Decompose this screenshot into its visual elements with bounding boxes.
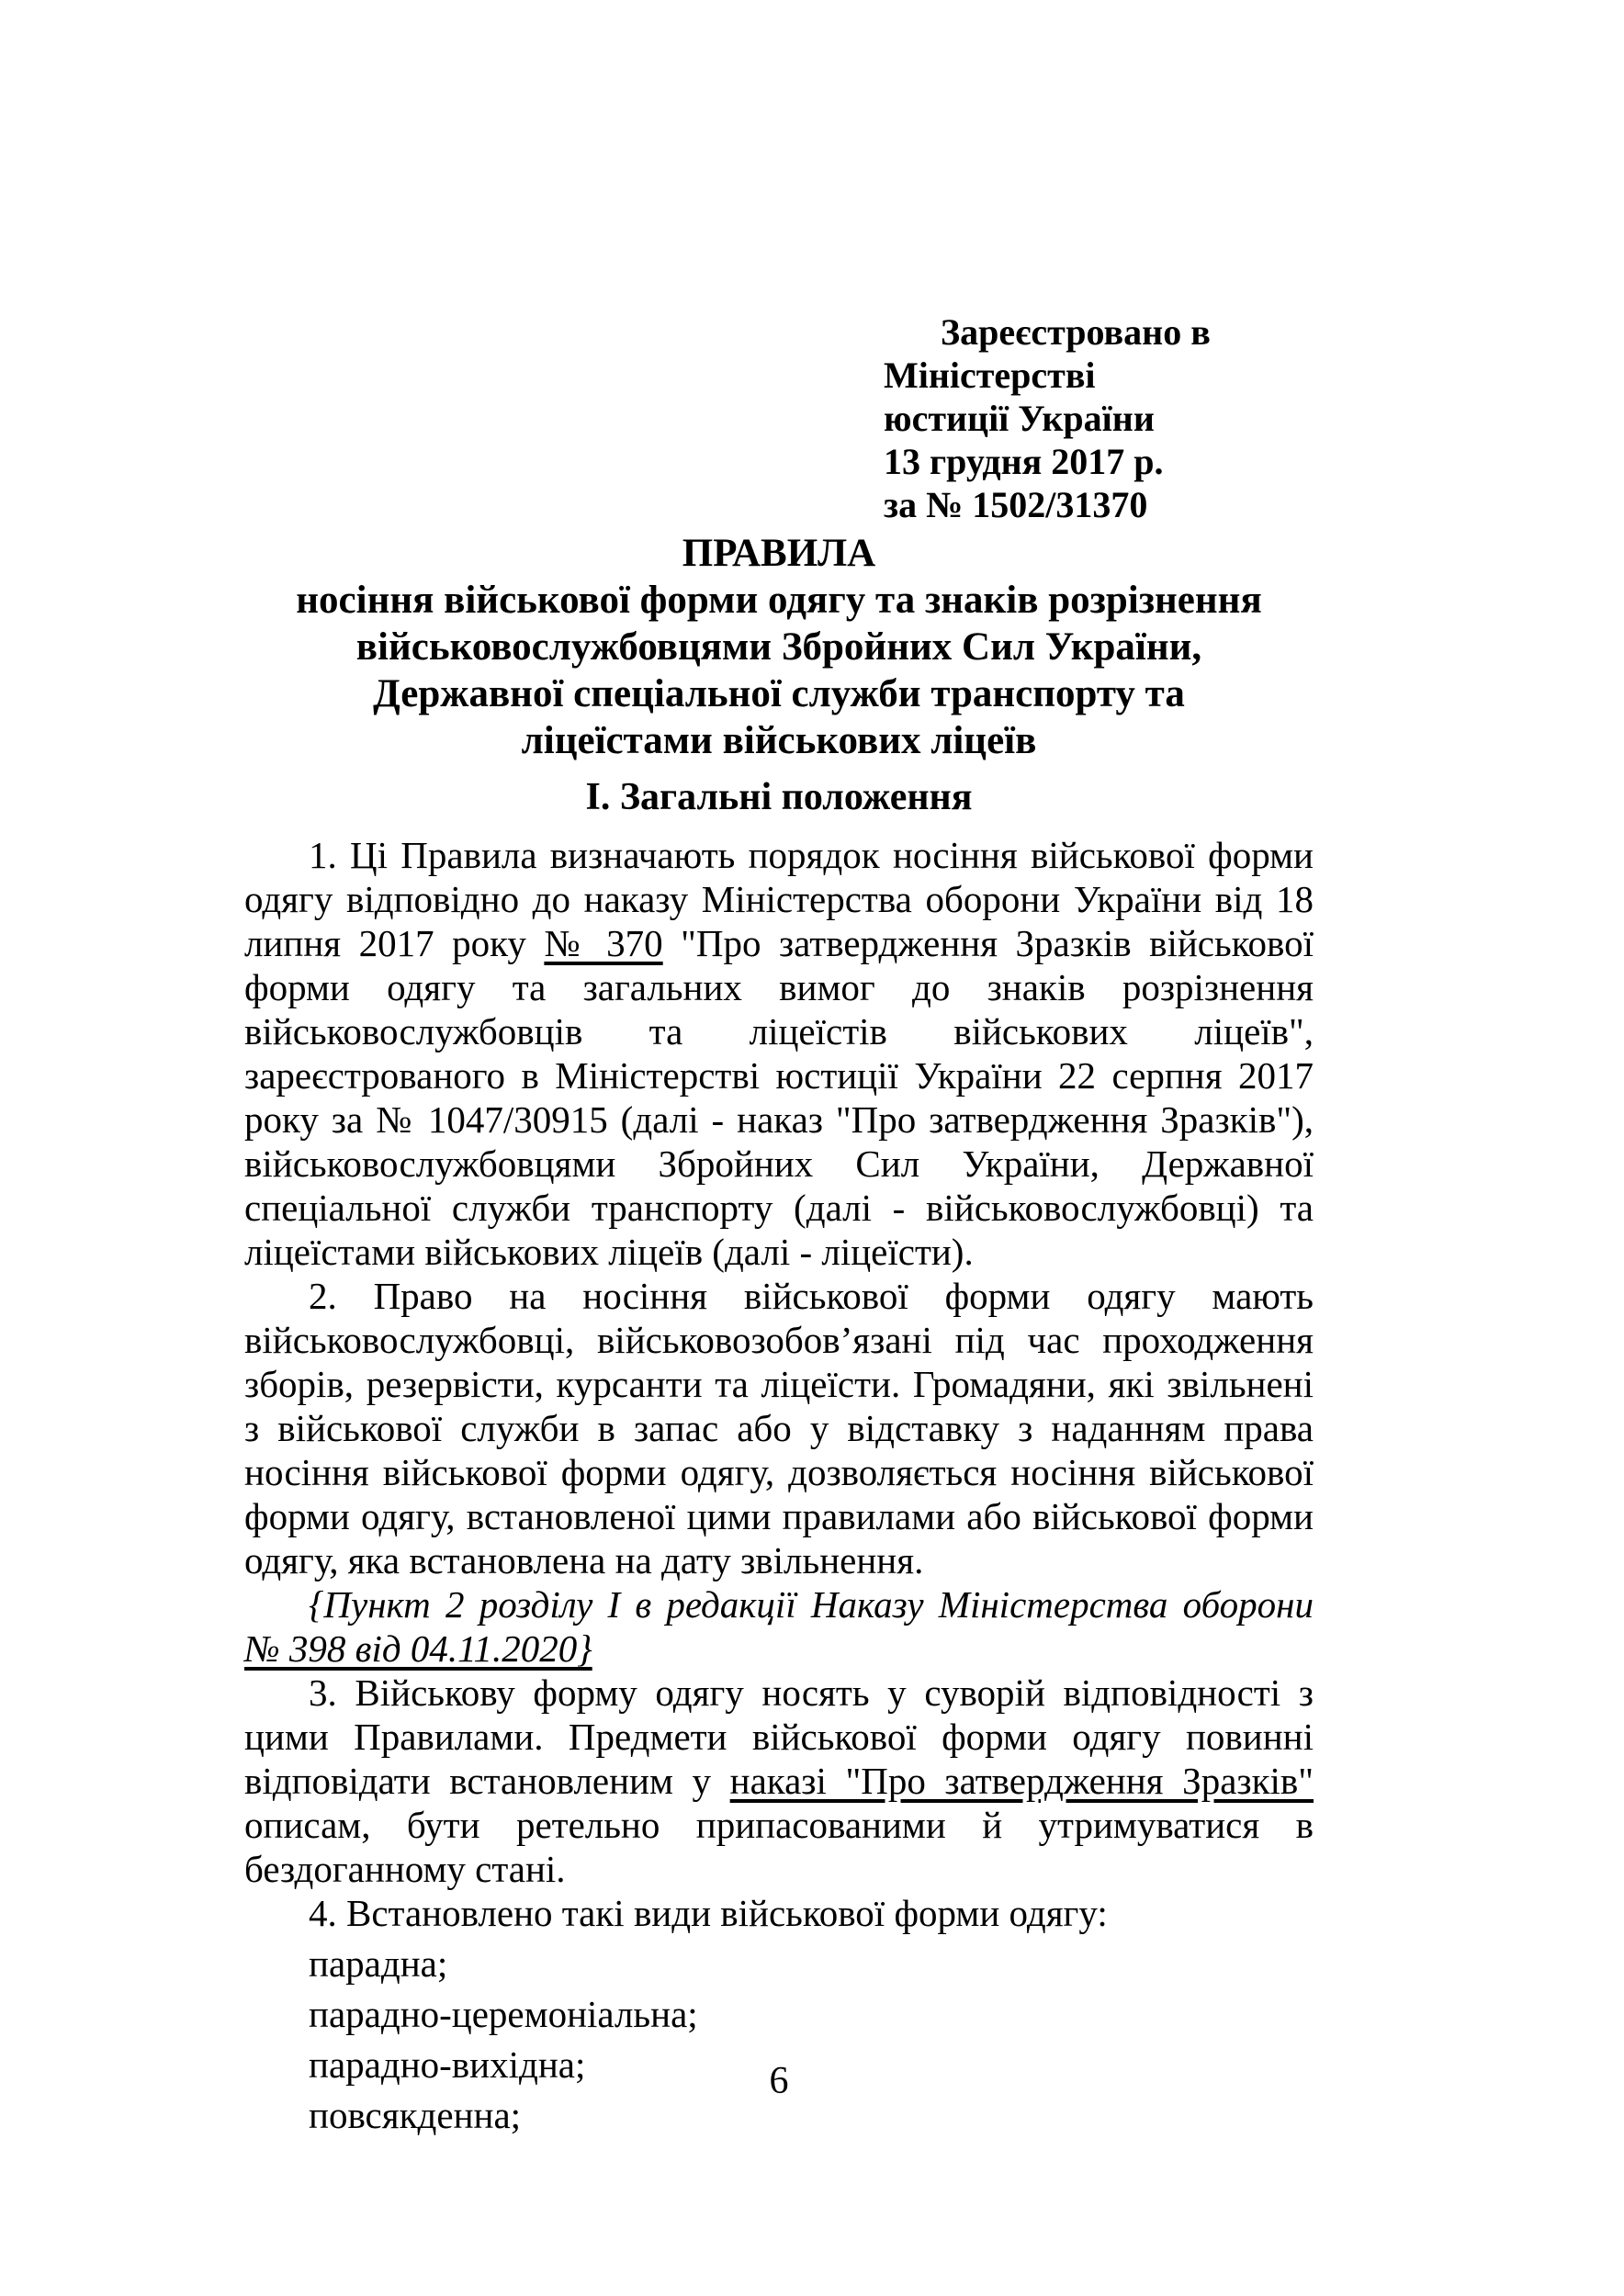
registration-line: юстиції України bbox=[884, 398, 1155, 439]
paragraph-1: 1. Ці Правила визначають порядок носіння військової форми одягу відповідно до наказу Міністерства оборони України від 18 липня 2017 року № 370 "Про затвердження Зразків військової форми одягу та загальних вимог до знаків розрізнення військовослужбовців та ліцеїстів військових ліцеїв", зареєстрованого в Міністерстві юстиції України 22 серпня 2017 року за № 1047/30915 (далі - наказ "Про затвердження Зразків"), військовослужбовцями Збройних Сил України, Державної спеціальної служби транспорту (далі - військовослужбовці) та ліцеїстами військових ліцеїв (далі - ліцеїсти). bbox=[244, 834, 1314, 1273]
paragraph-2: 2. Право на носіння військової форми одягу мають військовослужбовці, військовозобов’язані під час проходження зборів, резервісти, курсанти та ліцеїсти. Громадяни, які звільнені з військової служби в запас або у відставку з наданням права носіння військової форми одягу, дозволяється носіння військової форми одягу, встановленої цими правилами або військової форми одягу, яка встановлена на дату звільнення. bbox=[244, 1275, 1314, 1581]
uniform-type-item: парадна; bbox=[309, 1942, 448, 1985]
registration-line: Міністерстві bbox=[884, 355, 1096, 396]
page-number: 6 bbox=[769, 2060, 789, 2102]
document-title: ПРАВИЛА bbox=[682, 532, 876, 575]
document-body bbox=[244, 531, 1314, 2137]
section-heading-general-provisions: І. Загальні положення bbox=[585, 776, 973, 818]
registration-line: 13 грудня 2017 р. bbox=[884, 441, 1164, 482]
document-subtitle bbox=[244, 577, 1314, 764]
link-order-398[interactable]: № 398 від 04.11.2020} bbox=[244, 1627, 592, 1670]
registration-line: Зареєстровано в bbox=[941, 311, 1211, 353]
link-order-370[interactable]: № 370 bbox=[544, 922, 663, 964]
subtitle-line: ліцеїстами військових ліцеїв bbox=[521, 719, 1037, 762]
paragraph-3: 3. Військову форму одягу носять у суворій відповідності з цими Правилами. Предмети військової форми одягу повинні відповідати встановленим у наказі "Про затвердження Зразків" описам, бути ретельно припасованими й утримуватися в бездоганному стані. bbox=[244, 1671, 1314, 1890]
subtitle-line: носіння військової форми одягу та знаків розрізнення bbox=[296, 579, 1262, 622]
uniform-type-item: парадно-церемоніальна; bbox=[309, 1993, 698, 2035]
amendment-note: {Пункт 2 розділу І в редакції Наказу Міністерства оборони № 398 від 04.11.2020} bbox=[244, 1583, 1314, 1670]
registration-line: за № 1502/31370 bbox=[884, 484, 1148, 525]
paragraph-4: 4. Встановлено такі види військової форми одягу: bbox=[309, 1892, 1108, 1934]
subtitle-line: Державної спеціальної служби транспорту та bbox=[373, 672, 1185, 715]
link-order-samples[interactable]: наказі "Про затвердження Зразків" bbox=[729, 1760, 1314, 1802]
registration-stamp-block bbox=[884, 310, 1325, 526]
uniform-type-item: парадно-вихідна; bbox=[309, 2043, 586, 2086]
subtitle-line: військовослужбовцями Збройних Сил України, bbox=[355, 625, 1202, 669]
uniform-type-item: повсякденна; bbox=[309, 2094, 522, 2136]
